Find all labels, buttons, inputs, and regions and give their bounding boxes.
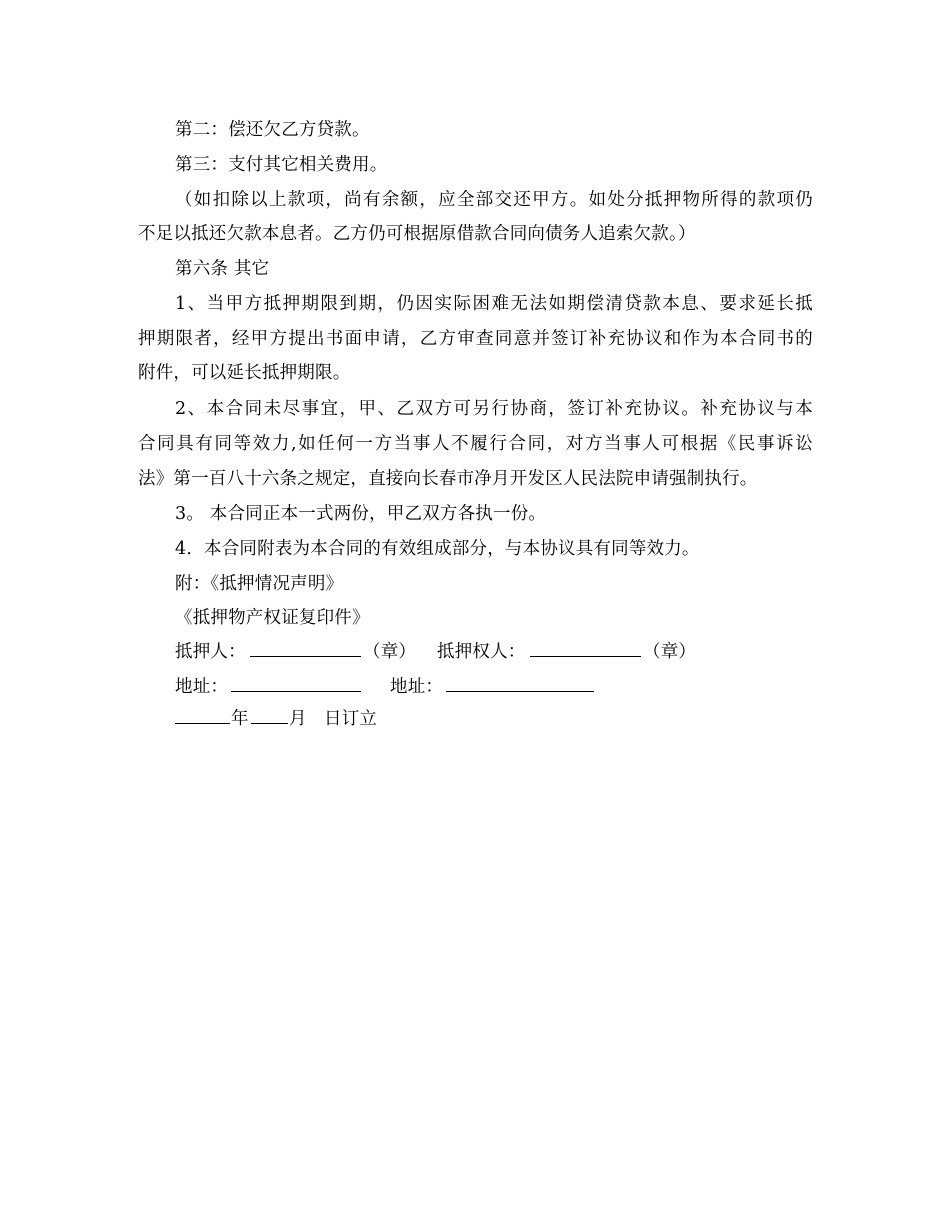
mortgagee-address-blank (446, 677, 594, 692)
item-2-line-3: 法》第一百八十六条之规定，直接向长春市净月开发区人民法院申请强制执行。 (138, 469, 758, 489)
item-1-line-2: 押期限者，经甲方提出书面申请，乙方审查同意并签订补充协议和作为本合同书的 (138, 329, 813, 349)
item-3: 3。 本合同正本一式两份，甲乙双方各执一份。 (175, 504, 547, 524)
date-day-suffix: 日订立 (324, 709, 378, 729)
mortgagor-seal: （章） (363, 642, 417, 662)
mortgagee-address-label: 地址： (390, 677, 444, 697)
clause-second: 第二：偿还欠乙方贷款。 (175, 120, 370, 140)
mortgagor-label: 抵押人： (175, 642, 246, 662)
surplus-note-line-2: 不足以抵还欠款本息者。乙方仍可根据原借款合同向债务人追索欠款。） (138, 224, 696, 244)
mortgagor-address-label: 地址： (175, 677, 229, 697)
mortgagee-signature-blank (530, 642, 641, 657)
item-2-line-1: 2、本合同未尽事宜，甲、乙双方可另行协商，签订补充协议。补充协议与本 (175, 399, 813, 419)
date-year-label: 年 (231, 709, 249, 729)
mortgagee-label: 抵押权人： (437, 642, 526, 662)
item-1-line-3: 附件，可以延长抵押期限。 (138, 363, 351, 383)
attachment-statement: 附：《抵押情况声明》 (175, 574, 344, 594)
item-1-line-1: 1、当甲方抵押期限到期，仍因实际困难无法如期偿清贷款本息、要求延长抵 (175, 294, 813, 314)
attachment-title-copy: 《抵押物产权证复印件》 (175, 608, 370, 628)
date-year-blank (175, 709, 230, 724)
date-month-label: 月 (289, 709, 307, 729)
clause-third: 第三：支付其它相关费用。 (175, 155, 388, 175)
surplus-note-line-1: （如扣除以上款项，尚有余额，应全部交还甲方。如处分抵押物所得的款项仍 (175, 190, 813, 210)
item-2-line-2: 合同具有同等效力,如任何一方当事人不履行合同，对方当事人可根据《民事诉讼 (138, 434, 813, 454)
date-month-blank (251, 709, 288, 724)
item-4: 4．本合同附表为本合同的有效组成部分，与本协议具有同等效力。 (175, 539, 700, 559)
mortgagor-signature-blank (250, 642, 361, 657)
mortgagee-seal: （章） (643, 642, 697, 662)
mortgagor-address-blank (231, 677, 361, 692)
article-six-heading: 第六条 其它 (175, 259, 270, 279)
